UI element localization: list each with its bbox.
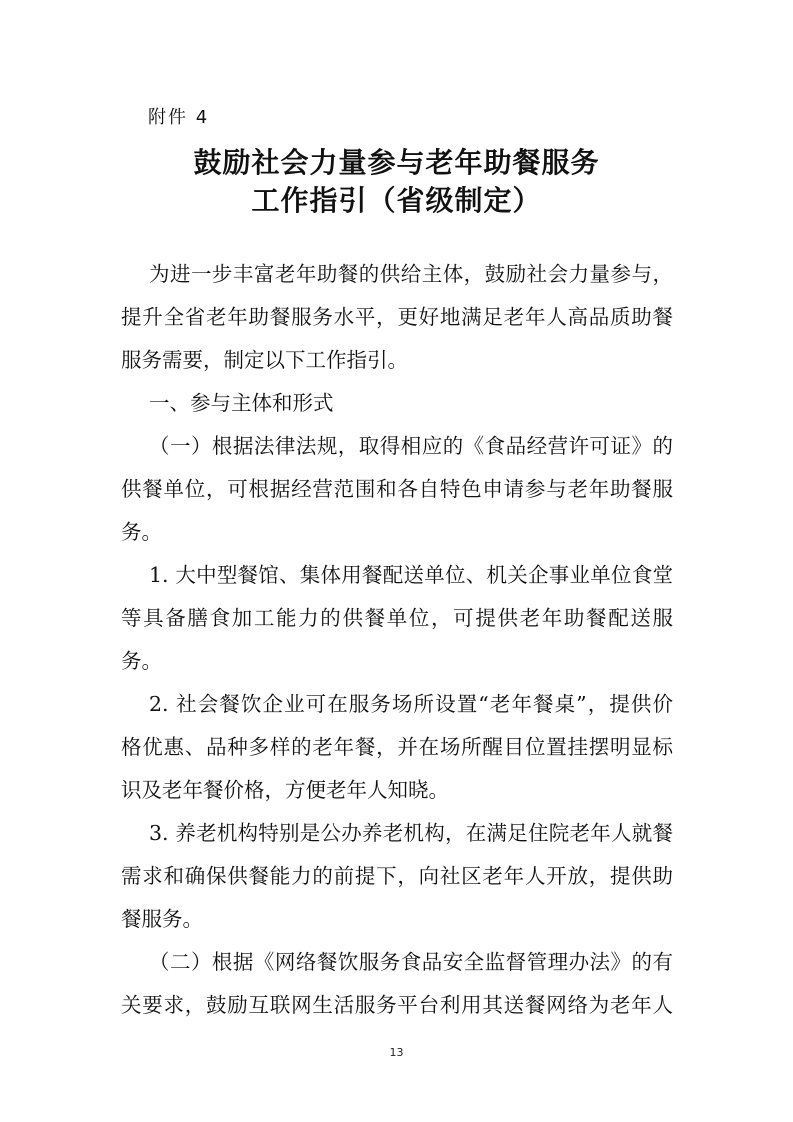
paragraph-line: 为进一步丰富老年助餐的供给主体，鼓励社会力量参与， (149, 262, 673, 286)
paragraph-line: 2. 社会餐饮企业可在服务场所设置“老年餐桌”，提供价 (149, 692, 673, 716)
paragraph-line: 等具备膳食加工能力的供餐单位，可提供老年助餐配送服 (121, 606, 673, 630)
paragraph-line: 餐服务。 (121, 907, 203, 931)
paragraph-line: 关要求，鼓励互联网生活服务平台利用其送餐网络为老年人 (121, 993, 673, 1017)
paragraph-line: 服务需要，制定以下工作指引。 (121, 348, 408, 372)
section-heading: 一、参与主体和形式 (149, 391, 334, 415)
page-number: 13 (389, 1046, 404, 1059)
paragraph-line: 识及老年餐价格，方便老年人知晓。 (121, 778, 449, 802)
paragraph-line: 务。 (121, 649, 162, 673)
paragraph-line: 格优惠、品种多样的老年餐，并在场所醒目位置挂摆明显标 (121, 735, 673, 759)
paragraph-line: 需求和确保供餐能力的前提下，向社区老年人开放，提供助 (121, 864, 673, 888)
paragraph-line: 3. 养老机构特别是公办养老机构，在满足住院老年人就餐 (149, 821, 673, 845)
paragraph-line: 务。 (121, 520, 162, 544)
paragraph-line: （一）根据法律法规，取得相应的《食品经营许可证》的 (149, 434, 673, 458)
document-title-line-2: 工作指引（省级制定） (251, 184, 542, 217)
attachment-label: 附件 4 (148, 107, 210, 128)
paragraph-line: 供餐单位，可根据经营范围和各自特色申请参与老年助餐服 (121, 477, 673, 501)
paragraph-line: 提升全省老年助餐服务水平，更好地满足老年人高品质助餐 (121, 305, 673, 329)
document-title-line-1: 鼓励社会力量参与老年助餐服务 (193, 146, 600, 179)
paragraph-line: 1. 大中型餐馆、集体用餐配送单位、机关企事业单位食堂 (149, 563, 673, 587)
paragraph-line: （二）根据《网络餐饮服务食品安全监督管理办法》的有 (149, 950, 673, 974)
